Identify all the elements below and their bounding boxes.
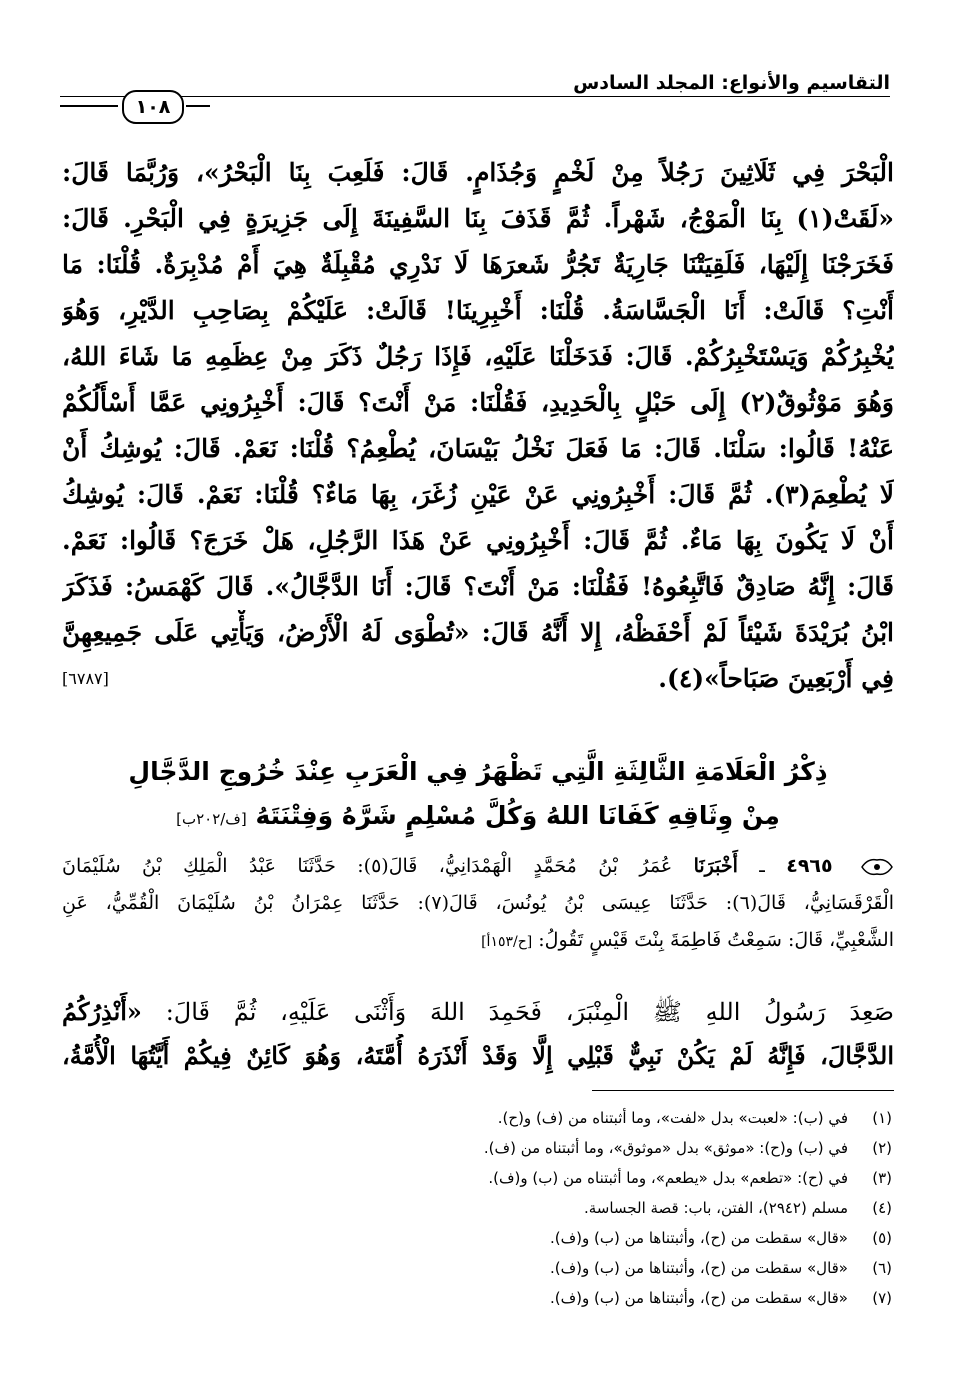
text-line: «لَقَتْ(١) بِنَا الْمَوْجُ، شَهْراً. ثُمَّ قَذَفَ بِنَا السَّفِينَةَ إِلَى جَزِيرَةٍ فِي الْبَحْرِ. قَالَ:	[62, 204, 894, 233]
footnote-number: (٥)	[872, 1229, 892, 1247]
text-line: قَالَ: إِنَّهُ صَادِقٌ فَاتَّبِعُوهُ! فَقُلْنَا: مَنْ أَنْتَ؟ قَالَ: أَنَا الدَّجَّالُ». قَالَ كَهْمَسُ: فَذَكَرَ	[62, 572, 894, 601]
page-number: ١٠٨	[122, 90, 184, 124]
text-line: لَا يُطْعِمَ(٣). ثُمَّ قَالَ: أَخْبِرُونِي عَنْ عَيْنِ زُغَرَ، بِهَا مَاءٌ؟ قُلْنَا: نَعَمْ. قَالَ: يُوشِكُ	[62, 480, 894, 509]
text-line: الْبَحْرَ فِي ثَلَاثِينَ رَجُلاً مِنْ لَخْمٍ وَجُذَامٍ. قَالَ: فَلَعِبَ بِنَا الْبَحْرُ»، وَرُبَّمَا قَالَ:	[62, 158, 894, 187]
footnote	[292, 1103, 892, 1133]
footnote-text: في (ب) و(ح): «موثق» بدل «موثوق»، وما أثبتناه من (ف).	[483, 1139, 848, 1157]
page-number-ornament-left	[60, 105, 118, 107]
footnote-number: (٦)	[872, 1259, 892, 1277]
section-heading-line-2-text: مِنْ وِثَاقِهِ كَفَانَا اللهُ وَكُلَّ مُسْلِمٍ شَرَّهُ وَفِتْنَتَهُ	[255, 801, 780, 830]
footnote	[292, 1193, 892, 1223]
footnote	[292, 1223, 892, 1253]
isnad-line-3-text: الشَّعْبِيِّ، قَالَ: سَمِعْتُ فَاطِمَةَ بِنْتَ قَيْسٍ تَقُولُ:	[538, 929, 894, 951]
text-line-last	[62, 656, 894, 702]
text-line-last-content: فِي أَرْبَعِينَ صَبَاحاً»(٤).	[658, 664, 894, 693]
isnad-line-2: الْقَرْقَسَانِيُّ، قَالَ(٦): حَدَّثَنَا عِيسَى بْنُ يُونُسَ، قَالَ(٧): حَدَّثَنَا عِمْرَانُ بْنُ سُلَيْمَانَ الْقُمِّيُّ، عَنِ	[62, 892, 894, 914]
text-line: وَهُوَ مَوْثُوقٌ(٢) إِلَى حَبْلٍ بِالْحَدِيدِ، فَقُلْنَا: مَنْ أَنْتَ؟ قَالَ: أَخْبِرُونِي عَمَّا أَسْأَلُكُمْ	[62, 388, 894, 417]
footnote-number: (١)	[872, 1109, 892, 1127]
footnote-text: في (ب): «لعبت» بدل «لفت»، وما أثبتناه من (ف) و(ح).	[497, 1109, 848, 1127]
matn-line-1	[62, 990, 894, 1034]
running-title: التقاسيم والأنواع: المجلد السادس	[573, 72, 890, 94]
footnote-text: مسلم (٢٩٤٢)، الفتن، باب: قصة الجساسة.	[583, 1199, 848, 1217]
main-text	[62, 150, 894, 702]
footnote-number: (٧)	[872, 1289, 892, 1307]
section-heading	[62, 750, 894, 841]
text-line: أَنْ لَا يَكُونَ بِهَا مَاءٌ. ثُمَّ قَالَ: أَخْبِرُونِي عَنْ هَذَا الرَّجُلِ، هَلْ خَرَجَ؟ قَالُوا: نَعَمْ.	[62, 526, 894, 555]
footnotes	[292, 1103, 892, 1313]
text-line: فَخَرَجْنَا إِلَيْهَا، فَلَقِيَتْنَا جَارِيَةٌ تَجُرُّ شَعرَهَا لَا نَدْرِي مُقْبِلَةٌ هِيَ أَمْ مُدْبِرَةٌ. قُلْنَا: مَا	[62, 250, 894, 279]
footnote	[292, 1163, 892, 1193]
hadith-reference-number: [٦٧٨٧]	[62, 669, 109, 688]
footnote	[292, 1133, 892, 1163]
footnote-text: «قال» سقطت من (ح)، وأثبتناها من (ب) و(ف).	[549, 1259, 848, 1277]
manuscript-reference-2: [ح/١٥٣أ]	[481, 934, 533, 950]
isnad-line-3	[62, 922, 894, 961]
page-number-ornament-right	[186, 105, 210, 107]
footnote-text: في (ح): «تطعم» بدل «يطعم»، وما أثبتناه من (ب) و(ف).	[488, 1169, 848, 1187]
footnote-number: (٢)	[872, 1139, 892, 1157]
footnote-text: «قال» سقطت من (ح)، وأثبتناها من (ب) و(ف).	[549, 1289, 848, 1307]
matn-line-1-bold: «أَنْذِرُكُمُ	[62, 997, 142, 1026]
hadith-number: ٤٩٦٥	[786, 855, 833, 877]
text-line: أَنْتِ؟ قَالَتْ: أَنَا الْجَسَّاسَةُ. قُلْنَا: أَخْبِرِينَا! قَالَتْ: عَلَيْكُمْ بِصَاحِبِ الدَّيْرِ، وَهُوَ	[62, 296, 894, 325]
isnad-line-1-text: عُمَرُ بْنُ مُحَمَّدٍ الْهَمْدَانِيُّ، قَالَ(٥): حَدَّثَنَا عَبْدُ الْمَلِكِ بْنُ سُلَيْمَانَ	[62, 855, 673, 877]
manuscript-reference: [ف/٢٠٢ب]	[176, 810, 247, 828]
matn-line-1-text: صَعِدَ رَسُولُ اللهِ ﷺ الْمِنْبَرَ، فَحَمِدَ اللهَ وَأَثْنَى عَلَيْهِ، ثُمَّ قَالَ:	[165, 998, 894, 1026]
hadith-ornament-icon	[860, 856, 894, 878]
footnote-separator	[592, 1090, 894, 1091]
footnote-number: (٤)	[872, 1199, 892, 1217]
text-line: يُخْبِرُكُمْ وَيَسْتَخْبِرُكُمْ. قَالَ: فَدَخَلْنَا عَلَيْهِ، فَإِذَا رَجُلٌ ذَكَرَ مِنْ عِظَمِهِ مَا شَاءَ اللهُ،	[62, 342, 894, 371]
hadith-matn	[62, 990, 894, 1078]
hadith-isnad	[62, 848, 894, 961]
isnad-line-1: ٤٩٦٥ ـ أَخْبَرَنَا عُمَرُ بْنُ مُحَمَّدٍ الْهَمْدَانِيُّ، قَالَ(٥): حَدَّثَنَا عَبْدُ الْمَلِكِ بْنُ سُلَيْمَانَ	[62, 848, 894, 885]
footnote-text: «قال» سقطت من (ح)، وأثبتناها من (ب) و(ف).	[549, 1229, 848, 1247]
matn-line-2: الدَّجَّالَ، فَإِنَّهُ لَمْ يَكُنْ نَبِيٌّ قَبْلِي إِلَّا وَقَدْ أَنْذَرَهُ أُمَّتَهُ، وَهُوَ كَائِنٌ فِيكُمْ أَيَّتُهَا الْأُمَّةُ،	[62, 1041, 894, 1070]
akhbarana-word: أَخْبَرَنَا	[693, 855, 738, 877]
footnote-number: (٣)	[872, 1169, 892, 1187]
section-heading-line-2	[62, 794, 894, 841]
header-rule	[60, 96, 890, 97]
page-header	[60, 72, 890, 132]
section-heading-line-1: ذِكْرُ الْعَلَامَةِ الثَّالِثَةِ الَّتِي تَظْهَرُ فِي الْعَرَبِ عِنْدَ خُرُوجِ الدَّجَّالِ	[128, 757, 828, 786]
text-line: عَنْهُ! قَالُوا: سَلْنَا. قَالَ: مَا فَعَلَ نَخْلُ بَيْسَانَ، يُطْعِمُ؟ قُلْنَا: نَعَمْ. قَالَ: يُوشِكُ أَنْ	[62, 434, 894, 463]
footnote	[292, 1283, 892, 1313]
footnote	[292, 1253, 892, 1283]
text-line: ابْنُ بُرَيْدَةَ شَيْئاً لَمْ أَحْفَظْهُ، إِلا أَنَّهُ قَالَ: «تُطْوَى لَهُ الْأَرْضُ، وَيَأْتِي عَلَى جَمِيعِهِنَّ	[62, 618, 894, 647]
